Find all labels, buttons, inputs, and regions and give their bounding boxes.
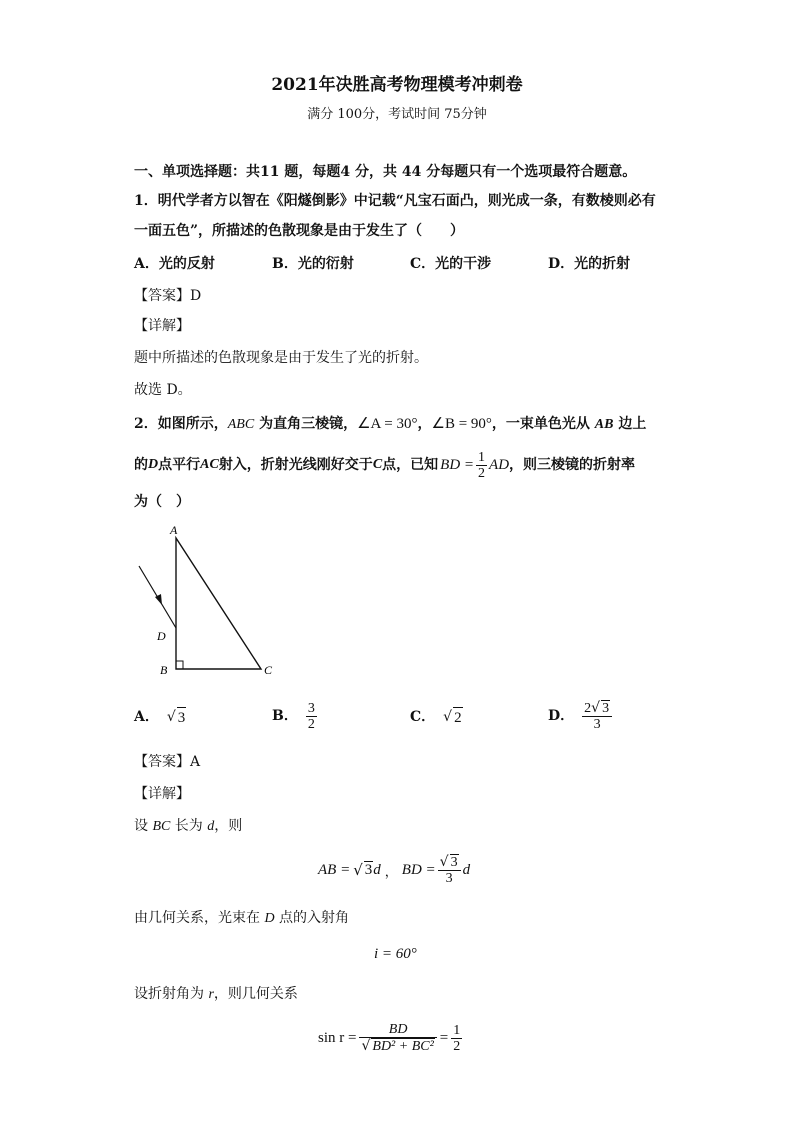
q1-conclusion: 故选 D。 (134, 382, 192, 398)
q2-stem-line2: 的 D 点平行 AC 射入，折射光线刚好交于 C 点，已知 BD = $\frac{1}{2}$ AD ，则三棱镜的折射率 (134, 449, 636, 481)
q1-stem-line1: 1．明代学者方以智在《阳燧倒影》中记载“凡宝石面凸，则光成一条，有数棱则必有 (134, 193, 656, 209)
q2-equation-lengths: AB = √ 3 d ， BD = $\frac{√ 3}{3}$ d (318, 854, 471, 886)
q2-setup-line: 设 BC 长为 d，则 (134, 818, 243, 834)
q1-option-a: A．光的反射 (134, 256, 215, 272)
label-C: C (264, 663, 273, 677)
q2-equation-incidence: i = 60° (374, 946, 417, 962)
q1-option-b: B．光的衍射 (272, 256, 354, 272)
prism-triangle (176, 538, 261, 669)
q2-stem-line3: 为（ ） (134, 494, 190, 510)
page-title: 2021年决胜高考物理模考冲刺卷 (271, 75, 523, 95)
q2-option-b: B． $\frac{3}{2}$ (272, 700, 315, 732)
q2-geometry-line: 由几何关系，光束在 D 点的入射角 (134, 910, 350, 926)
q2-answer: 【答案】A (134, 754, 201, 770)
q1-explanation: 题中所描述的色散现象是由于发生了光的折射。 (134, 350, 428, 366)
q1-option-c: C．光的干涉 (410, 256, 492, 272)
q1-option-d: D．光的折射 (548, 256, 631, 272)
q1-detail-heading: 【详解】 (134, 318, 190, 334)
q2-equation-sine: sin r = $\frac{BD}{\text{√ BD² + BC²}}$ = $\frac{1}{2}$ (318, 1022, 461, 1054)
right-angle-mark (176, 661, 183, 669)
q2-detail-heading: 【详解】 (134, 786, 190, 802)
q1-stem-line2: 一面五色”，所描述的色散现象是由于发生了（ ） (134, 223, 465, 239)
q1-answer: 【答案】D (134, 288, 202, 304)
label-D: D (157, 629, 166, 643)
q2-refraction-line: 设折射角为 r，则几何关系 (134, 986, 298, 1002)
q2-option-c: C． √ 2 (410, 700, 463, 734)
q2-ratio-fraction: $\frac{1}{2}$ (478, 449, 486, 481)
label-B: B (160, 663, 168, 677)
q2-option-d: D． $\frac{2√ 3}{3}$ (548, 696, 612, 736)
label-A: A (170, 523, 178, 537)
page-subtitle: 满分 100分，考试时间 75分钟 (307, 107, 487, 122)
q2-prism-figure (130, 518, 290, 683)
q2-stem-line1: 2．如图所示，ABC 为直角三棱镜，∠A = 30°，∠B = 90°，一束单色光从 AB 边上 (134, 416, 647, 432)
q2-option-a: A． √ 3 (134, 700, 186, 734)
section-heading: 一、单项选择题：共11 题，每题4 分，共 44 分每题只有一个选项最符合题意。 (134, 164, 637, 180)
